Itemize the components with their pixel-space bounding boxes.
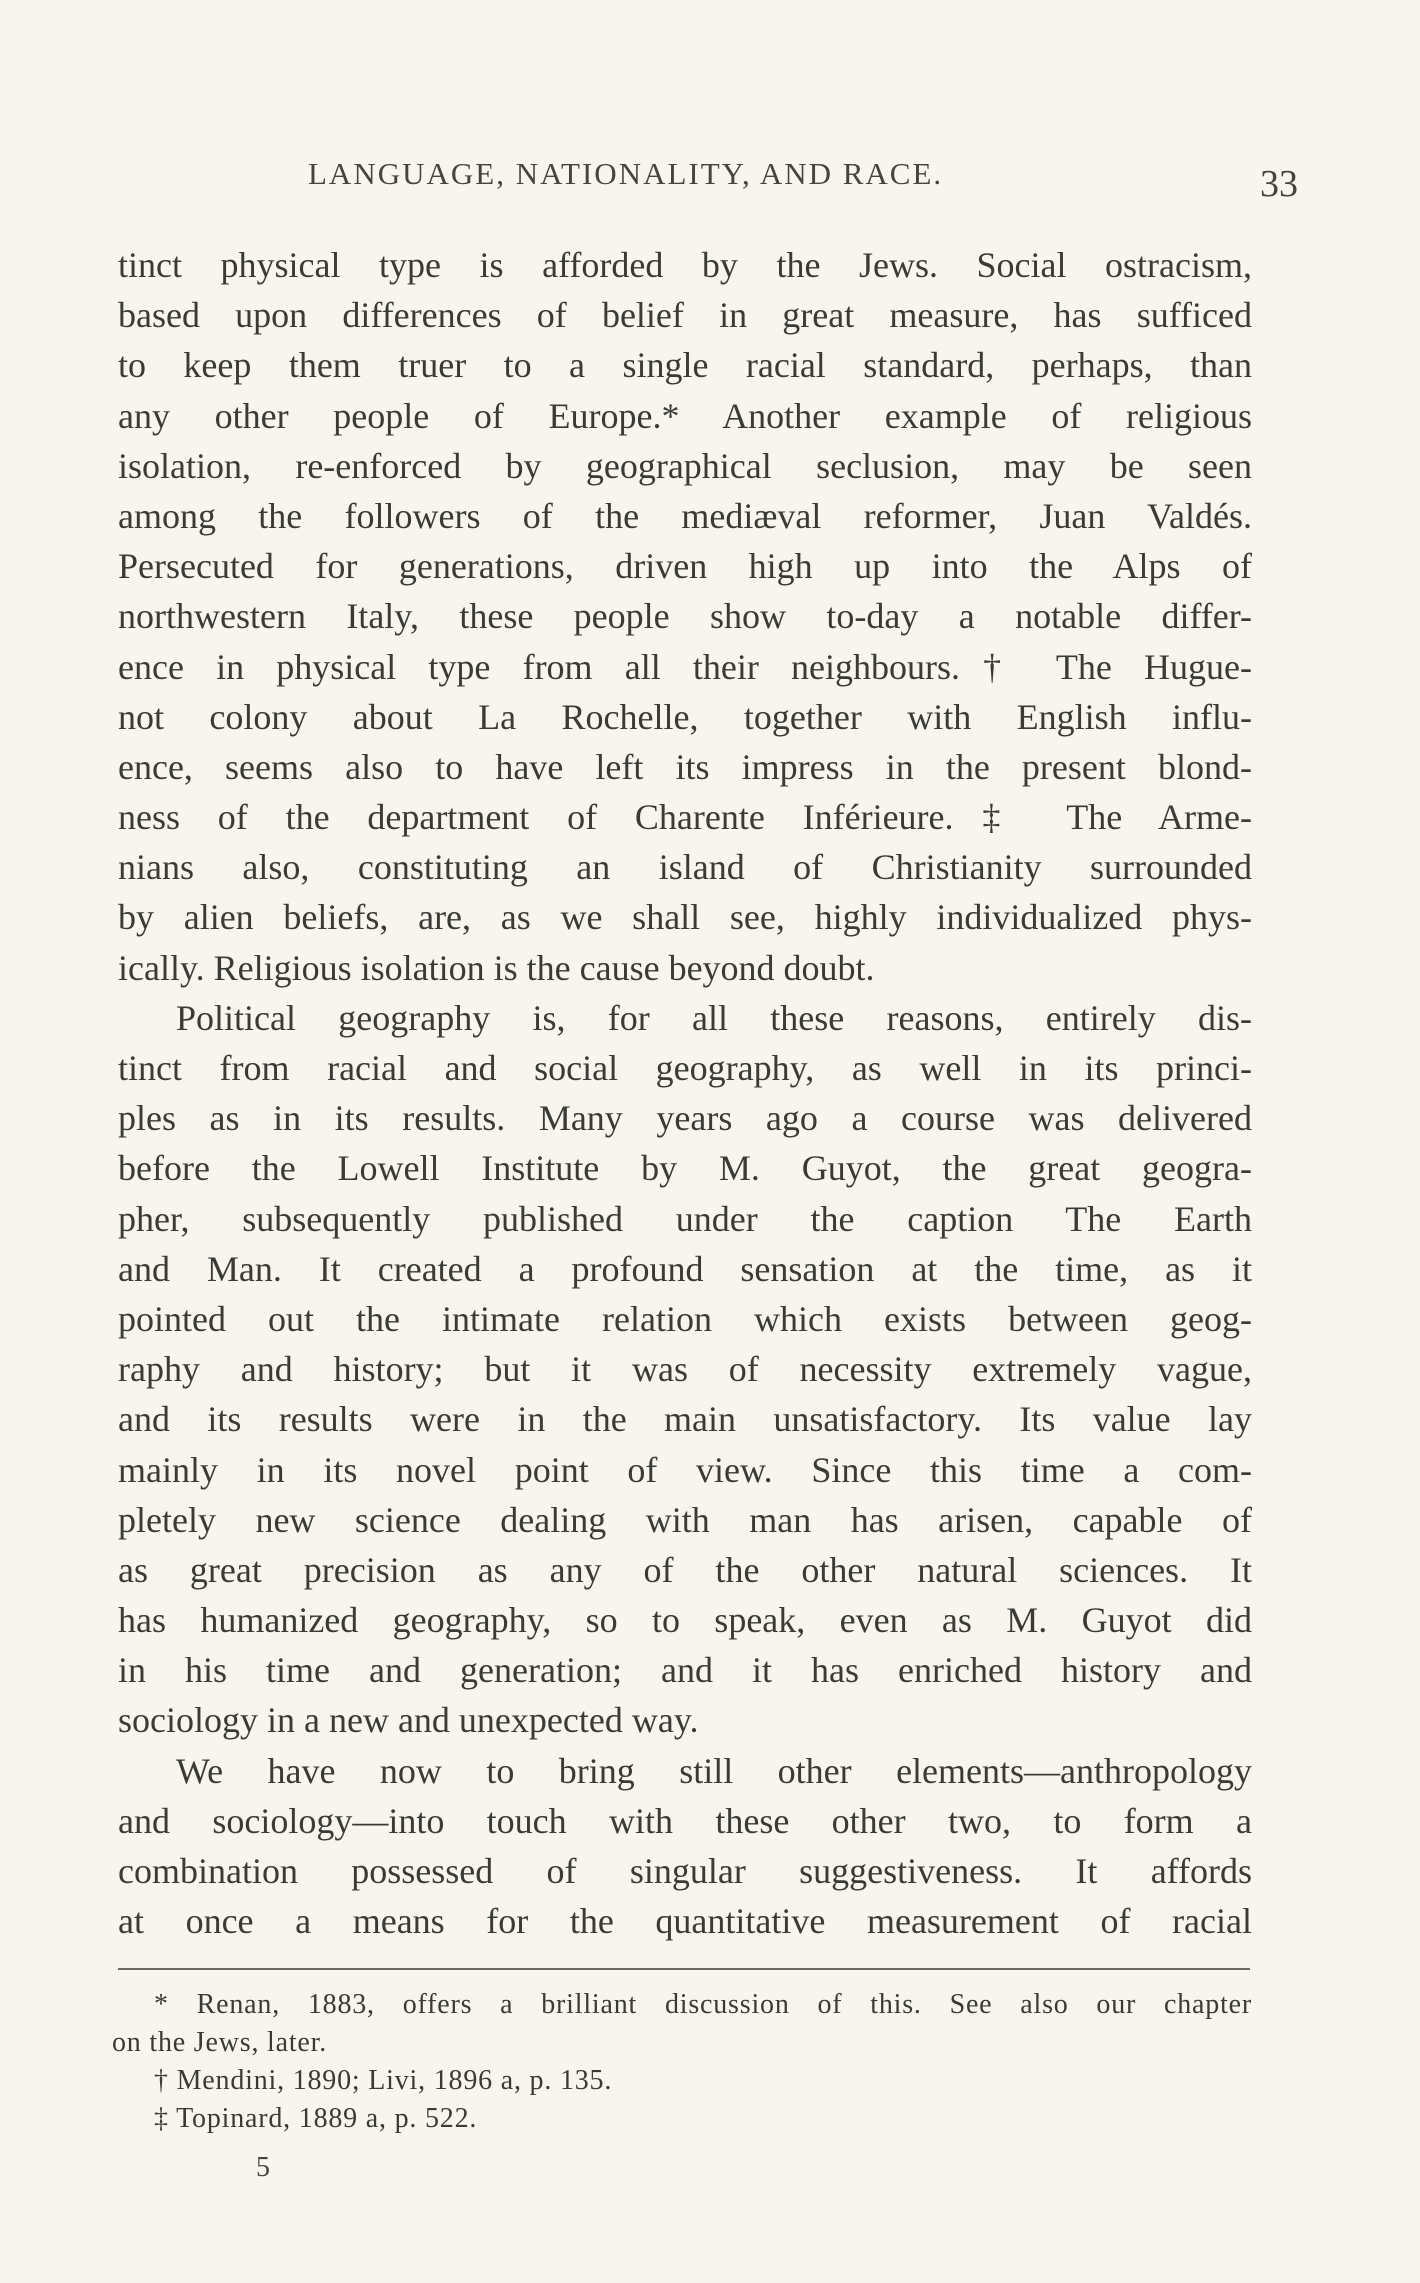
text-line: in his time and generation; and it has enriched history and — [118, 1650, 1252, 1691]
text-line: tinct from racial and social geography, as well in its princi- — [118, 1048, 1252, 1088]
text-line: has humanized geography, so to speak, even as M. Guyot did — [118, 1600, 1252, 1641]
running-title: LANGUAGE, NATIONALITY, AND RACE. — [308, 156, 944, 191]
body-text — [118, 240, 1252, 1946]
text-line: ically. Religious isolation is the cause beyond doubt. — [118, 947, 875, 988]
text-line: ples as in its results. Many years ago a course was delivered — [118, 1098, 1252, 1139]
text-line: by alien beliefs, are, as we shall see, highly individualized phys- — [118, 897, 1252, 938]
text-line: before the Lowell Institute by M. Guyot, the great geogra- — [118, 1148, 1252, 1189]
text-line: ness of the department of Charente Inférieure.‡ The Arme- — [118, 797, 1252, 838]
text-line: isolation, re-enforced by geographical seclusion, may be seen — [118, 445, 1252, 486]
text-line: raphy and history; but it was of necessity extremely vague, — [118, 1349, 1252, 1390]
text-line: ence in physical type from all their neighbours.† The Hugue- — [118, 646, 1252, 687]
text-line: sociology in a new and unexpected way. — [118, 1700, 699, 1741]
text-line: as great precision as any of the other natural sciences. It — [118, 1549, 1252, 1590]
text-line: pletely new science dealing with man has arisen, capable of — [118, 1499, 1252, 1540]
text-line: and its results were in the main unsatisfactory. Its value lay — [118, 1399, 1252, 1440]
text-line: pointed out the intimate relation which exists between geog- — [118, 1298, 1252, 1339]
text-line: Persecuted for generations, driven high up into the Alps of — [118, 546, 1252, 587]
text-line: and sociology—into touch with these other two, to form a — [118, 1800, 1252, 1841]
text-line: pher, subsequently published under the caption The Earth — [118, 1198, 1252, 1239]
text-line: tinct physical type is afforded by the Jews. Social ostracism, — [118, 245, 1252, 285]
footnote-line: ‡ Topinard, 1889 a, p. 522. — [154, 2103, 478, 2134]
signature-mark: 5 — [256, 2152, 270, 2183]
text-line: to keep them truer to a single racial standard, perhaps, than — [118, 345, 1252, 386]
text-line: northwestern Italy, these people show to-day a notable differ- — [118, 596, 1252, 637]
text-line: at once a means for the quantitative measurement of racial — [118, 1901, 1252, 1942]
text-line: based upon differences of belief in great measure, has sufficed — [118, 295, 1252, 336]
text-line: any other people of Europe.* Another example of religious — [118, 395, 1252, 436]
footnote-divider — [118, 1968, 1250, 1970]
paragraph-start-line: We have now to bring still other elements—anthropology — [176, 1750, 1252, 1791]
text-line: mainly in its novel point of view. Since this time a com- — [118, 1449, 1252, 1490]
paragraph-start-line: Political geography is, for all these reasons, entirely dis- — [176, 997, 1252, 1038]
text-line: among the followers of the mediæval reformer, Juan Valdés. — [118, 495, 1252, 536]
footnote-line: on the Jews, later. — [112, 2027, 328, 2058]
text-line: not colony about La Rochelle, together with English influ- — [118, 696, 1252, 737]
page-number: 33 — [1260, 163, 1298, 205]
text-line: ence, seems also to have left its impress in the present blond- — [118, 746, 1252, 787]
footnotes — [112, 1986, 1252, 2138]
footnote-line: † Mendini, 1890; Livi, 1896 a, p. 135. — [154, 2065, 613, 2096]
text-line: nians also, constituting an island of Christianity surrounded — [118, 847, 1252, 888]
running-head — [118, 156, 1298, 206]
text-line: combination possessed of singular suggestiveness. It affords — [118, 1851, 1252, 1891]
footnote-line: * Renan, 1883, offers a brilliant discussion of this. See also our chapter — [154, 1989, 1252, 2020]
text-line: and Man. It created a profound sensation at the time, as it — [118, 1248, 1252, 1289]
